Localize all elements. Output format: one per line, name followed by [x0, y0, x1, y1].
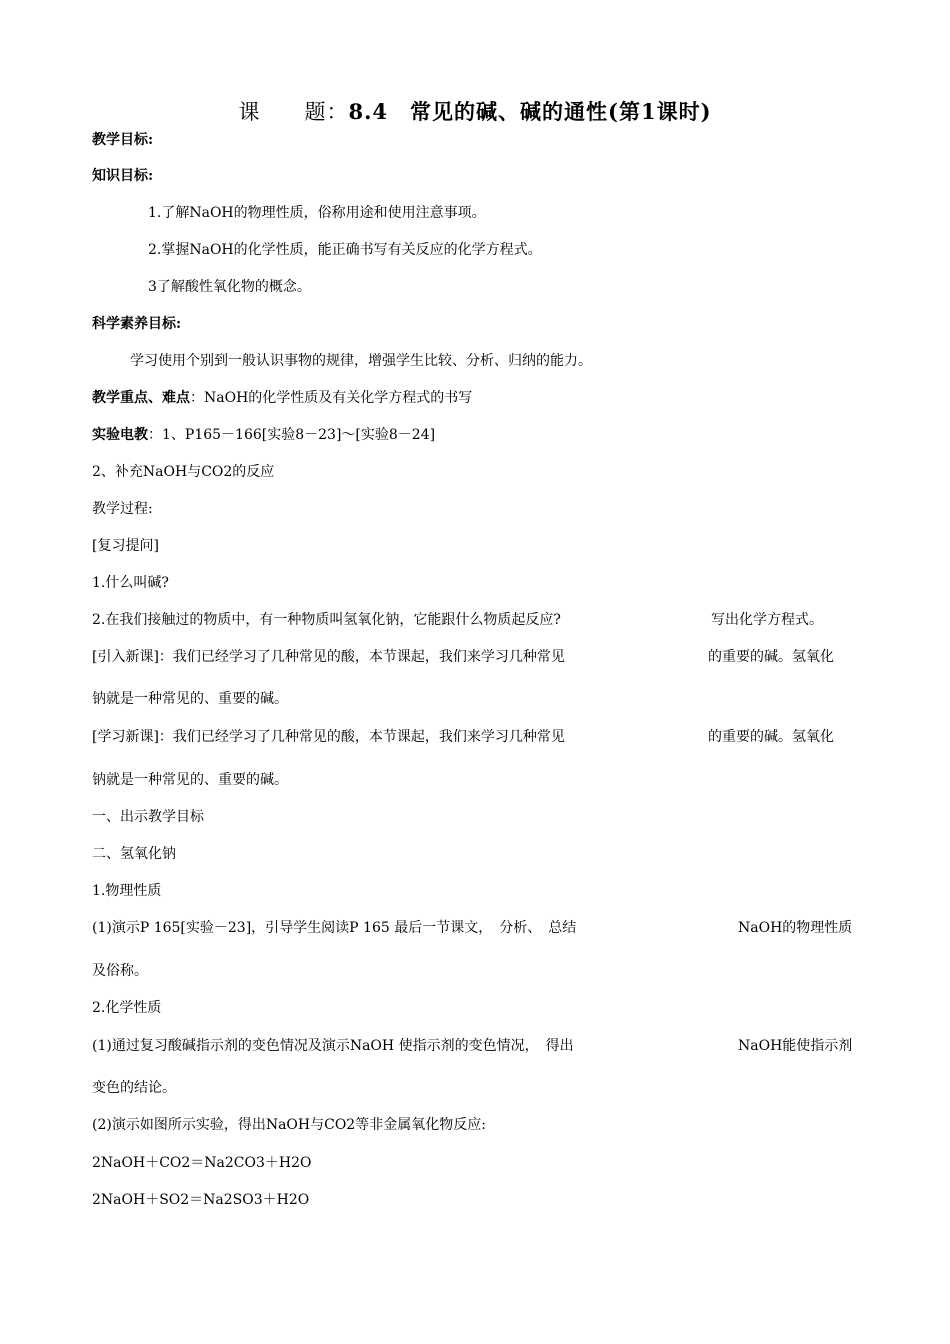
- equation-1: 2NaOH＋CO2＝Na2CO3＋H2O: [92, 1155, 312, 1171]
- physical-properties-item-1-cont: 及俗称。: [92, 963, 148, 979]
- heading-science-goals: 科学素养目标:: [92, 316, 182, 332]
- chemical-properties-item-1-cont: 变色的结论。: [92, 1080, 176, 1096]
- experiment-line: [92, 426, 435, 444]
- experiment-line-2: 2、补充NaOH与CO2的反应: [92, 464, 275, 480]
- physical-properties-item-1: (1)演示P 165[实验－23]，引导学生阅读P 165 最后一节课文， 分析、 总结: [92, 920, 577, 936]
- section-2-heading: 二、氢氧化钠: [92, 846, 176, 862]
- heading-knowledge-goals: 知识目标:: [92, 168, 154, 184]
- chemical-properties-heading: 2.化学性质: [92, 1000, 162, 1016]
- intro-new-lesson-tail: 的重要的碱。氢氧化: [708, 649, 834, 665]
- learn-new-lesson: [学习新课]：我们已经学习了几种常见的酸，本节课起，我们来学习几种常见: [92, 729, 565, 745]
- learn-new-lesson-cont: 钠就是一种常见的、重要的碱。: [92, 772, 288, 788]
- question-2-tail: 写出化学方程式。: [711, 612, 823, 628]
- chemical-properties-item-1-tail: NaOH能使指示剂: [738, 1038, 853, 1054]
- experiment-text: ：1、P165－166[实验8－23]～[实验8－24]: [148, 427, 436, 443]
- heading-teaching-goals: 教学目标:: [92, 132, 154, 148]
- knowledge-item-3: 3了解酸性氧化物的概念。: [148, 279, 311, 295]
- equation-2: 2NaOH＋SO2＝Na2SO3＋H2O: [92, 1192, 310, 1208]
- intro-new-lesson: [引入新课]：我们已经学习了几种常见的酸，本节课起，我们来学习几种常见: [92, 649, 565, 665]
- key-points-line: [92, 389, 472, 407]
- physical-properties-heading: 1.物理性质: [92, 883, 162, 899]
- chemical-properties-item-1: (1)通过复习酸碱指示剂的变色情况及演示NaOH 使指示剂的变色情况， 得出: [92, 1038, 574, 1054]
- teaching-process: 教学过程:: [92, 501, 153, 517]
- key-points-label: 教学重点、难点: [92, 390, 190, 406]
- lesson-title: [0, 96, 950, 126]
- question-1: 1.什么叫碱?: [92, 575, 169, 591]
- physical-properties-item-1-tail: NaOH的物理性质: [738, 920, 853, 936]
- key-points-text: ：NaOH的化学性质及有关化学方程式的书写: [190, 390, 473, 406]
- knowledge-item-2: 2.掌握NaOH的化学性质，能正确书写有关反应的化学方程式。: [148, 242, 542, 258]
- chemical-properties-item-2: (2)演示如图所示实验，得出NaOH与CO2等非金属氧化物反应:: [92, 1117, 486, 1133]
- science-goal-text: 学习使用个别到一般认识事物的规律，增强学生比较、分析、归纳的能力。: [130, 353, 592, 369]
- knowledge-item-1: 1.了解NaOH的物理性质，俗称用途和使用注意事项。: [148, 205, 486, 221]
- title-main: 8.4 常见的碱、碱的通性(第1课时): [348, 99, 712, 124]
- question-2: 2.在我们接触过的物质中，有一种物质叫氢氧化钠，它能跟什么物质起反应?: [92, 612, 561, 628]
- learn-new-lesson-tail: 的重要的碱。氢氧化: [708, 729, 834, 745]
- review-heading: [复习提问]: [92, 538, 159, 554]
- intro-new-lesson-cont: 钠就是一种常见的、重要的碱。: [92, 691, 288, 707]
- title-prefix: 课 题：: [238, 100, 349, 124]
- experiment-label: 实验电教: [92, 427, 148, 443]
- section-1-heading: 一、出示教学目标: [92, 809, 204, 825]
